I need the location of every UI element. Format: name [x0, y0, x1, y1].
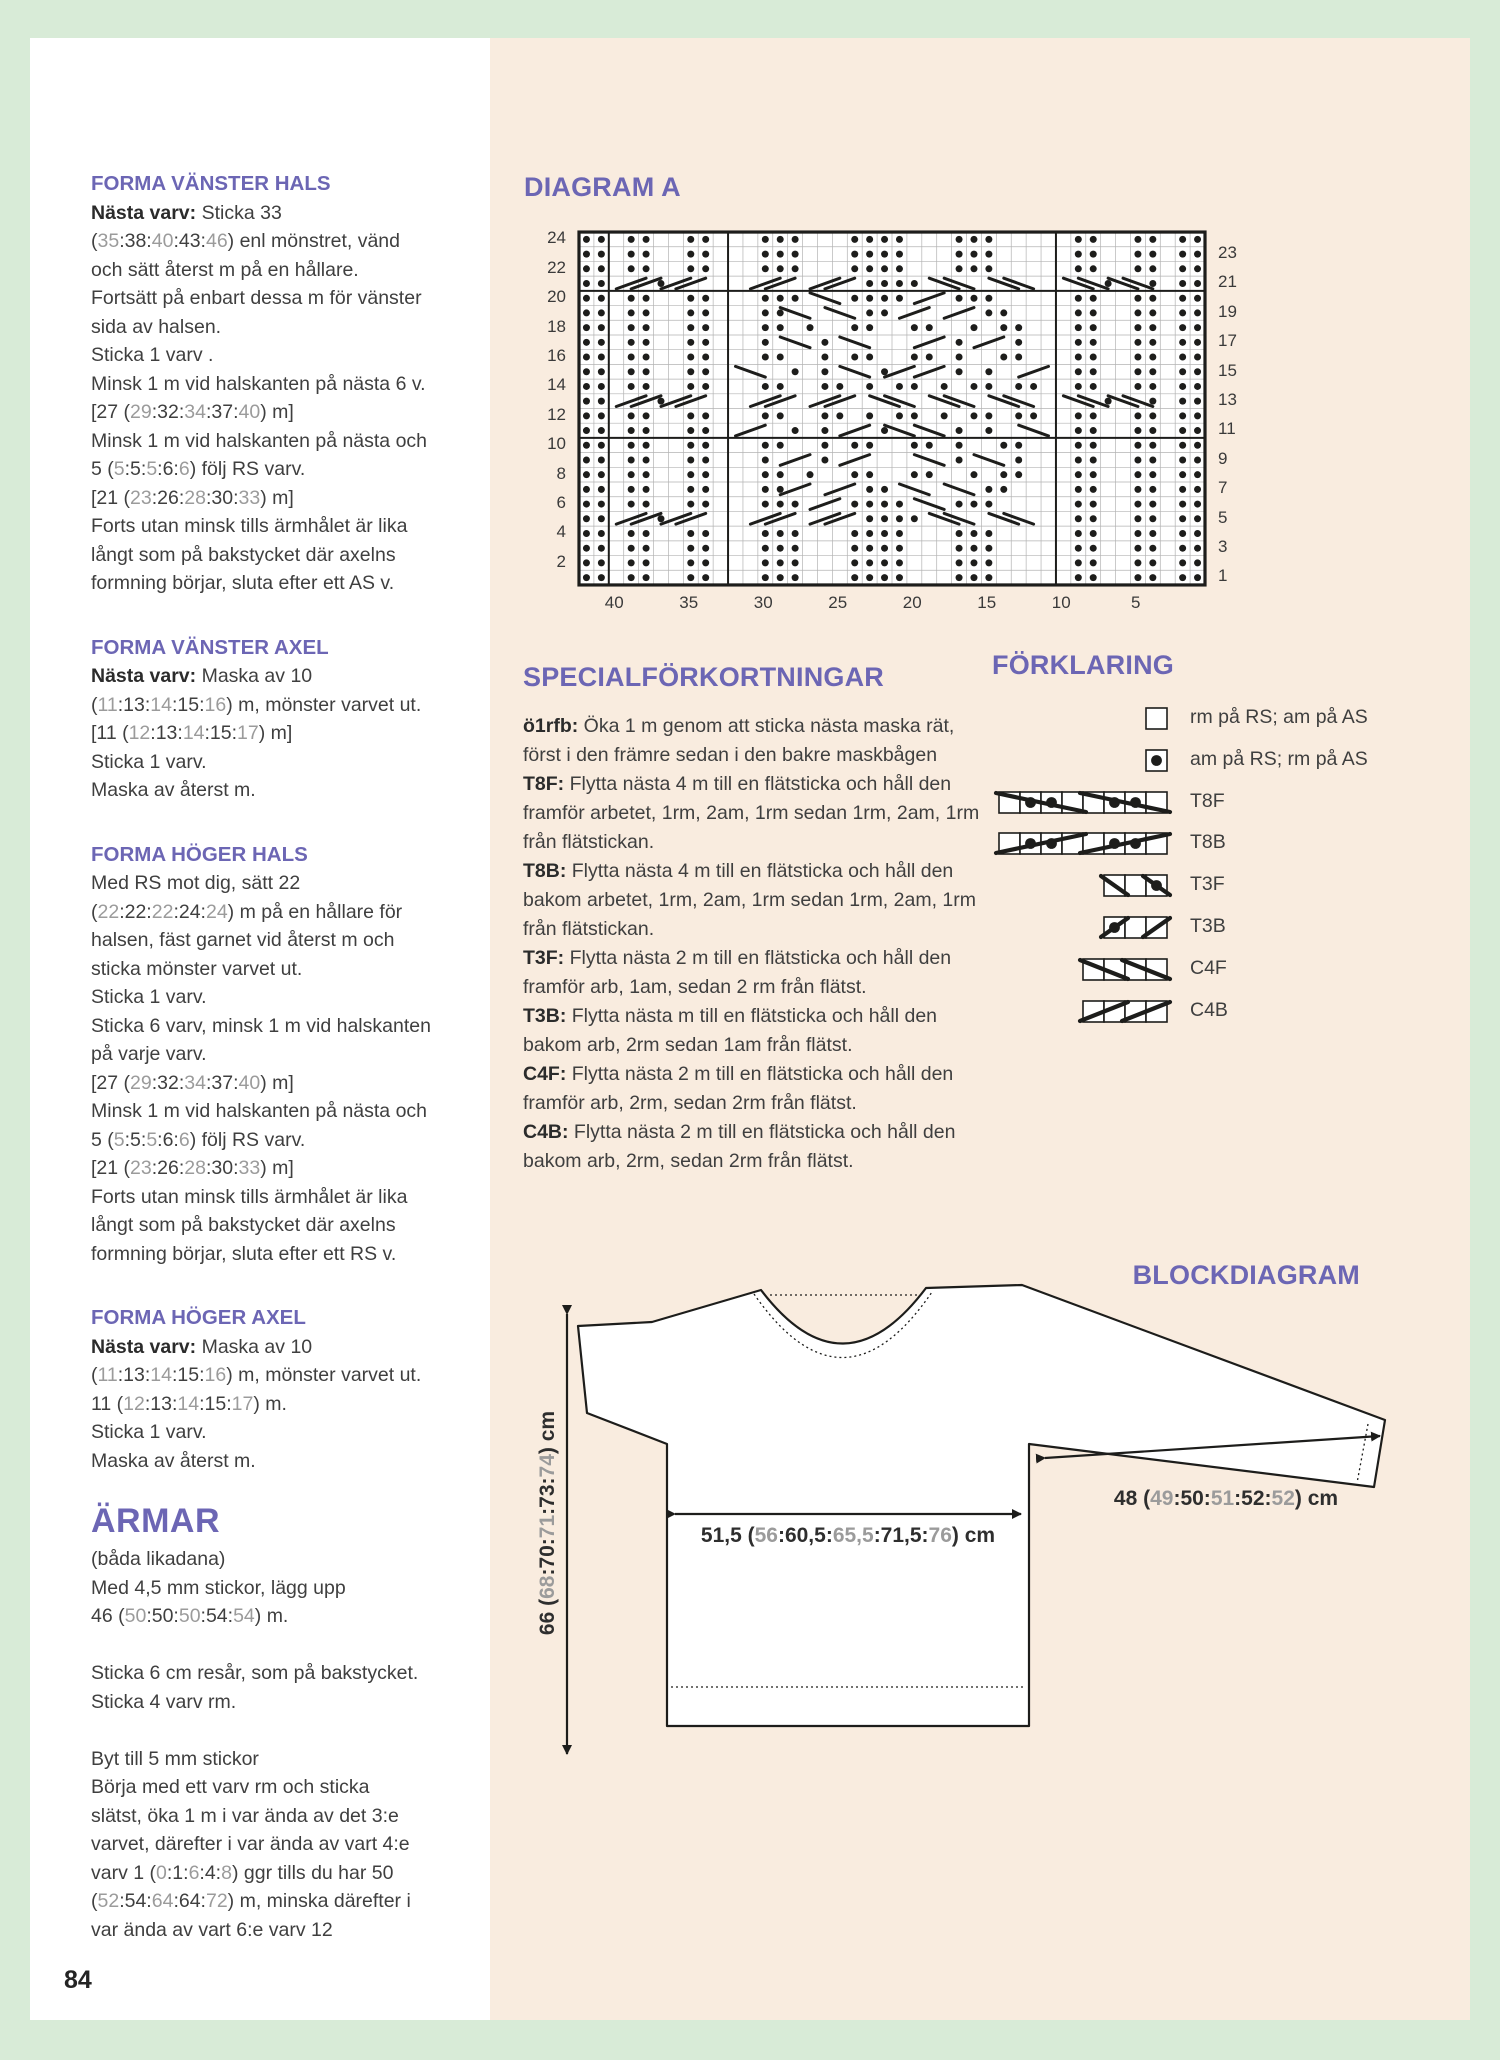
- legend-symbol-t8b: [993, 829, 1173, 858]
- instruction-line: Minsk 1 m vid halskanten på nästa och: [91, 1100, 428, 1122]
- legend-item: [0, 997, 1500, 1025]
- chart-row-label-left: 22: [547, 257, 566, 277]
- legend-item: [0, 913, 1500, 941]
- legend-symbol-c4f: [1077, 955, 1173, 984]
- special-abbreviations-title: SPECIALFÖRKORTNINGAR: [523, 662, 884, 692]
- instruction-line: halsen, fäst garnet vid återst m och: [91, 929, 395, 951]
- chart-row-label-left: 24: [547, 228, 566, 248]
- instruction-line: (11:13:14:15:16) m, mönster varvet ut.: [91, 1364, 422, 1386]
- legend-item-label: T8F: [1190, 789, 1225, 812]
- instruction-line: långt som på bakstycket där axelns: [91, 543, 396, 566]
- instruction-line: 11 (12:13:14:15:17) m.: [91, 1392, 287, 1415]
- legend-item: [0, 788, 1500, 816]
- abbreviation-entry: T3B: Flytta nästa m till en flätsticka och håll den bakom arb, 2rm sedan 1am från flätst.: [523, 1005, 938, 1056]
- abbreviation-entry: T8B: Flytta nästa 4 m till en flätsticka och håll den bakom arbetet, 1rm, 2am, 1rm sedan 1rm, 2am, 1rm från flätstickan.: [523, 860, 976, 940]
- instruction-line: Minsk 1 m vid halskanten på nästa och: [91, 429, 428, 452]
- instruction-line: Sticka 1 varv.: [91, 750, 207, 773]
- section-heading: FORMA HÖGER AXEL: [91, 1306, 306, 1329]
- chart-stitch-label: 5: [1131, 593, 1141, 612]
- instruction-line: (11:13:14:15:16) m, mönster varvet ut.: [91, 693, 422, 716]
- sweater-schematic: [530, 1270, 1410, 1770]
- legend-symbol-t3b: [1098, 913, 1173, 942]
- instruction-line: Med RS mot dig, sätt 22: [91, 872, 301, 894]
- instruction-line: Sticka 6 cm resår, som på bakstycket.: [91, 1662, 419, 1684]
- chart-row-label-right: 17: [1218, 331, 1237, 351]
- instruction-line: Med 4,5 mm stickor, lägg upp: [91, 1576, 346, 1599]
- chart-row-label-left: 2: [556, 551, 566, 571]
- chart-row-label-right: 15: [1218, 360, 1237, 380]
- chart-row-label-right: 3: [1218, 537, 1228, 557]
- sleeve-measurement-label: 48 (49:50:51:52:52) cm: [1113, 1487, 1339, 1510]
- chart-row-label-left: 4: [556, 522, 566, 542]
- instruction-line: Forts utan minsk tills ärmhålet är lika: [91, 1185, 408, 1208]
- instruction-line: [21 (23:26:28:30:33) m]: [91, 486, 294, 509]
- chart-stitch-label: 35: [679, 593, 699, 612]
- legend-symbol-c4b: [1077, 997, 1173, 1026]
- chart-row-label-left: 14: [547, 375, 566, 395]
- instruction-line: Sticka 4 varv rm.: [91, 1690, 237, 1713]
- chart-row-label-right: 5: [1218, 507, 1228, 527]
- section-heading: FORMA VÄNSTER AXEL: [91, 635, 329, 659]
- width-measurement-label: 51,5 (56:60,5:65,5:71,5:76) cm: [700, 1524, 996, 1547]
- instruction-line: (52:54:64:64:72) m, minska därefter i: [91, 1890, 411, 1912]
- instruction-line: [21 (23:26:28:30:33) m]: [91, 1157, 294, 1179]
- instruction-line: varv 1 (0:1:6:4:8) ggr tills du har 50: [91, 1861, 394, 1884]
- instruction-line: 5 (5:5:5:6:6) följ RS varv.: [91, 1128, 306, 1151]
- instruction-line: (35:38:40:43:46) enl mönstret, vänd: [91, 230, 401, 252]
- instruction-line: på varje varv.: [91, 1043, 207, 1065]
- instruction-line: (båda likadana): [91, 1548, 226, 1570]
- legend-item-label: C4F: [1190, 956, 1227, 979]
- abbreviation-entry: T8F: Flytta nästa 4 m till en flätsticka och håll den framför arbetet, 1rm, 2am, 1rm sedan 1rm, 2am, 1rm från flätstickan.: [523, 773, 980, 853]
- legend-item-label: T8B: [1190, 831, 1226, 854]
- left-column: [91, 170, 491, 1944]
- chart-row-label-right: 13: [1218, 390, 1237, 410]
- instruction-line: slätst, öka 1 m i var ända av det 3:e: [91, 1804, 399, 1827]
- chart-row-label-left: 18: [547, 316, 566, 336]
- instruction-line: Sticka 1 varv .: [91, 344, 214, 366]
- instruction-line: (22:22:22:24:24) m på en hållare för: [91, 900, 403, 923]
- height-measurement-label: 66 (68:70:71:73:74) cm: [536, 1410, 559, 1636]
- chart-row-label-right: 21: [1218, 272, 1237, 292]
- legend-item: [0, 955, 1500, 983]
- diagram-a-title: DIAGRAM A: [524, 172, 681, 202]
- instruction-line: Maska av återst m.: [91, 779, 256, 801]
- legend-item-label: rm på RS; am på AS: [1190, 706, 1368, 728]
- chart-stitch-label: 10: [1051, 593, 1071, 612]
- instruction-line: Sticka 6 varv, minsk 1 m vid halskanten: [91, 1014, 431, 1037]
- instruction-line: [11 (12:13:14:15:17) m]: [91, 722, 293, 744]
- chart-row-label-right: 11: [1218, 419, 1236, 439]
- chart-stitch-label: 20: [902, 593, 922, 612]
- instruction-line: Nästa varv: Sticka 33: [91, 201, 282, 224]
- instruction-line: och sätt återst m på en hållare.: [91, 258, 359, 281]
- page-number: 84: [64, 1966, 92, 1994]
- instruction-line: varvet, därefter i var ända av vart 4:e: [91, 1833, 410, 1855]
- abbreviation-entry: T3F: Flytta nästa 2 m till en flätsticka och håll den framför arb, 1am, sedan 2 rm från flätst.: [523, 947, 952, 998]
- legend-symbol-t8f: [993, 788, 1173, 817]
- chart-row-label-right: 9: [1218, 448, 1228, 468]
- instruction-line: formning börjar, sluta efter ett RS v.: [91, 1242, 397, 1265]
- legend-symbol-rm-p-rs-am-p-as: [1140, 704, 1173, 733]
- chart-row-label-left: 20: [547, 287, 566, 307]
- instruction-line: Maska av återst m.: [91, 1449, 256, 1472]
- instruction-line: sida av halsen.: [91, 315, 222, 338]
- legend-symbol-am-p-rs-rm-p-as: [1140, 746, 1173, 775]
- instruction-line: Forts utan minsk tills ärmhålet är lika: [91, 515, 408, 537]
- section-heading: FORMA VÄNSTER HALS: [91, 172, 331, 195]
- instruction-line: [27 (29:32:34:37:40) m]: [91, 1071, 294, 1094]
- legend-item-label: T3B: [1190, 915, 1226, 937]
- instruction-line: Nästa varv: Maska av 10: [91, 1335, 313, 1358]
- instruction-line: var ända av vart 6:e varv 12: [91, 1918, 333, 1941]
- instruction-line: Minsk 1 m vid halskanten på nästa 6 v.: [91, 372, 426, 395]
- legend-item: [0, 829, 1500, 857]
- legend-item: [0, 746, 1500, 774]
- special-abbreviations-text: [523, 712, 991, 1176]
- chart-row-label-left: 6: [556, 492, 566, 512]
- chart-row-label-right: 1: [1218, 566, 1228, 586]
- chart-row-label-right: 19: [1218, 301, 1237, 321]
- instruction-line: Sticka 1 varv.: [91, 1421, 207, 1443]
- instruction-line: långt som på bakstycket där axelns: [91, 1214, 396, 1236]
- instruction-line: 46 (50:50:50:54:54) m.: [91, 1605, 289, 1627]
- legend-title: FÖRKLARING: [992, 650, 1174, 680]
- knitting-chart: [577, 230, 1207, 592]
- instruction-line: formning börjar, sluta efter ett AS v.: [91, 572, 395, 594]
- abbreviation-entry: C4B: Flytta nästa 2 m till en flätsticka och håll den bakom arb, 2rm, sedan 2rm från flätst.: [523, 1121, 956, 1172]
- section-heading: ÄRMAR: [91, 1502, 221, 1540]
- legend-symbol-t3f: [1098, 871, 1173, 900]
- instruction-line: [27 (29:32:34:37:40) m]: [91, 401, 294, 423]
- chart-stitch-label: 25: [828, 593, 848, 612]
- chart-stitch-label: 30: [753, 593, 773, 612]
- chart-row-label-left: 16: [547, 345, 566, 365]
- abbreviation-entry: C4F: Flytta nästa 2 m till en flätsticka och håll den framför arb, 2rm, sedan 2rm från flätst.: [523, 1063, 954, 1114]
- instruction-line: Nästa varv: Maska av 10: [91, 665, 313, 687]
- legend-item: [0, 871, 1500, 899]
- chart-row-label-left: 10: [547, 434, 566, 454]
- legend-item: [0, 704, 1500, 732]
- chart-row-label-left: 12: [547, 404, 566, 424]
- instruction-line: sticka mönster varvet ut.: [91, 957, 303, 980]
- instruction-line: Sticka 1 varv.: [91, 986, 207, 1008]
- chart-row-label-right: 7: [1218, 478, 1228, 498]
- chart-stitch-label: 15: [977, 593, 997, 612]
- legend-item-label: C4B: [1190, 998, 1228, 1021]
- legend-item-label: am på RS; rm på AS: [1190, 747, 1368, 770]
- instruction-line: [91, 1716, 491, 1745]
- instruction-line: Byt till 5 mm stickor: [91, 1747, 259, 1770]
- chart-row-label-left: 8: [556, 463, 566, 483]
- blockdiagram-title: BLOCKDIAGRAM: [1132, 1260, 1360, 1290]
- chart-stitch-label: 40: [604, 593, 624, 612]
- instruction-line: 5 (5:5:5:6:6) följ RS varv.: [91, 458, 306, 480]
- legend-item-label: T3F: [1190, 873, 1225, 896]
- instruction-line: Fortsätt på enbart dessa m för vänster: [91, 287, 422, 309]
- chart-row-label-right: 23: [1218, 243, 1237, 263]
- instruction-line: Börja med ett varv rm och sticka: [91, 1776, 370, 1798]
- section-heading: FORMA HÖGER HALS: [91, 842, 308, 866]
- instruction-line: [91, 1631, 491, 1660]
- abbreviation-entry: ö1rfb: Öka 1 m genom att sticka nästa maska rät, först i den främre sedan i den bakre maskbågen: [523, 715, 955, 766]
